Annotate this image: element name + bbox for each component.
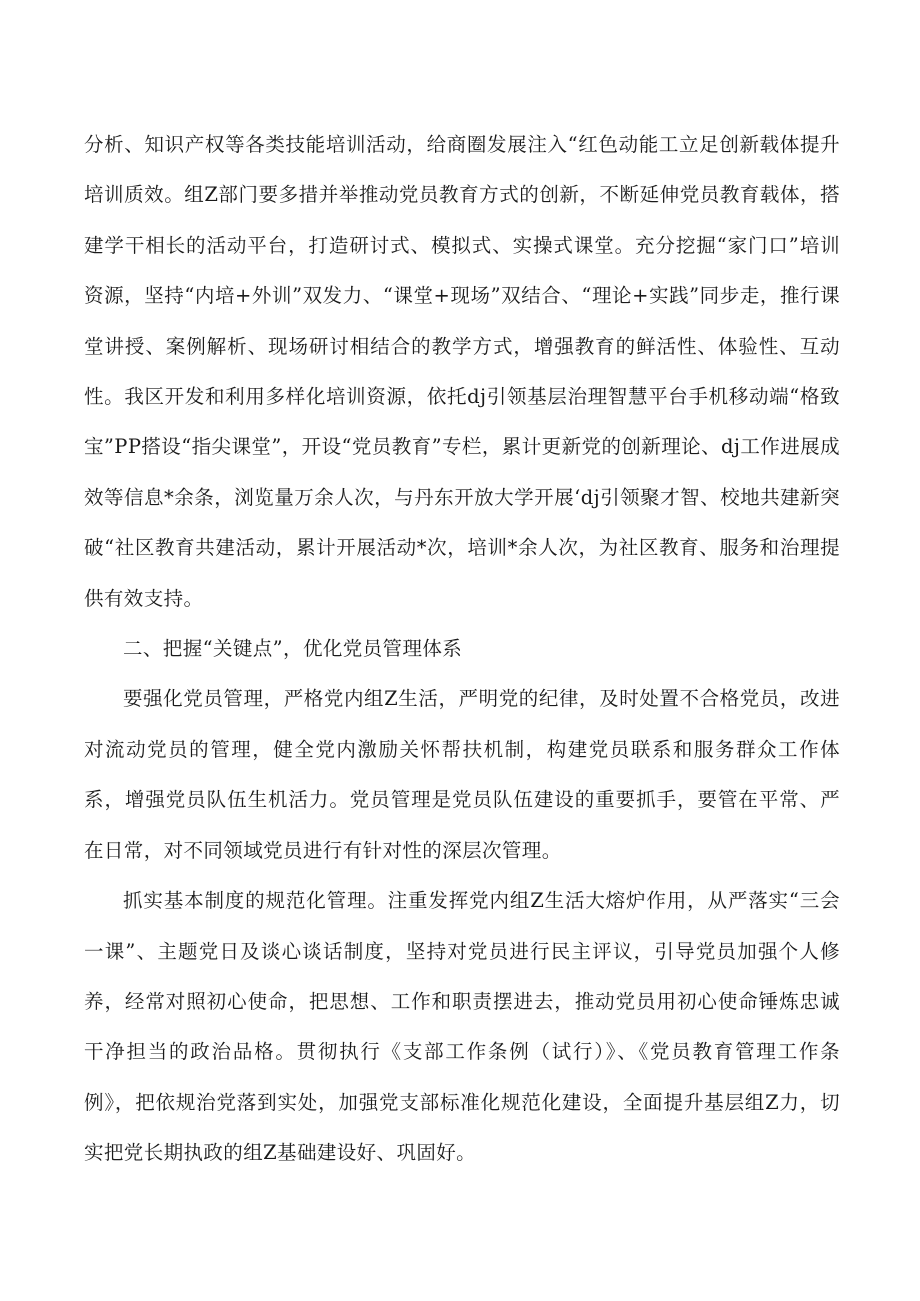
section-heading: 二、把握“关键点”，优化党员管理体系 bbox=[123, 637, 463, 661]
body-paragraph: 抓实基本制度的规范化管理。注重发挥党内组Z生活大熔炉作用，从严落实“三会一课”、主题党日及谈心谈话制度，坚持对党员进行民主评议，引导党员加强个人修养，经常对照初心使命，把思想、工作和职责摆进去，推动党员用初心使命锤炼忠诚干净担当的政治品格。贯彻执行《支部工作条例（试行）》、《党员教育管理工作条例》，把依规治党落到实处，加强党支部标准化规范化建设，全面提升基层组Z力，切实把党长期执政的组Z基础建设好、巩固好。 bbox=[84, 889, 840, 1165]
document-page bbox=[84, 120, 840, 1179]
body-paragraph: 要强化党员管理，严格党内组Z生活，严明党的纪律，及时处置不合格党员，改进对流动党员的管理，健全党内激励关怀帮扶机制，构建党员联系和服务群众工作体系，增强党员队伍生机活力。党员管理是党员队伍建设的重要抓手，要管在平常、严在日常，对不同领域党员进行有针对性的深层次管理。 bbox=[84, 687, 840, 862]
body-paragraph-continued: 分析、知识产权等各类技能培训活动，给商圈发展注入“红色动能工立足创新载体提升培训质效。组Z部门要多措并举推动党员教育方式的创新，不断延伸党员教育载体，搭建学干相长的活动平台，打造研讨式、模拟式、实操式课堂。充分挖掘“家门口”培训资源，坚持“内培+外训”双发力、“课堂+现场”双结合、“理论+实践”同步走，推行课堂讲授、案例解析、现场研讨相结合的教学方式，增强教育的鲜活性、体验性、互动性。我区开发和利用多样化培训资源，依托dj引领基层治理智慧平台手机移动端“格致宝”PP搭设“指尖课堂”，开设“党员教育”专栏，累计更新党的创新理论、dj工作进展成效等信息*余条，浏览量万余人次，与丹东开放大学开展‘dj引领聚才智、校地共建新突破“社区教育共建活动，累计开展活动*次，培训*余人次，为社区教育、服务和治理提供有效支持。 bbox=[84, 133, 840, 610]
